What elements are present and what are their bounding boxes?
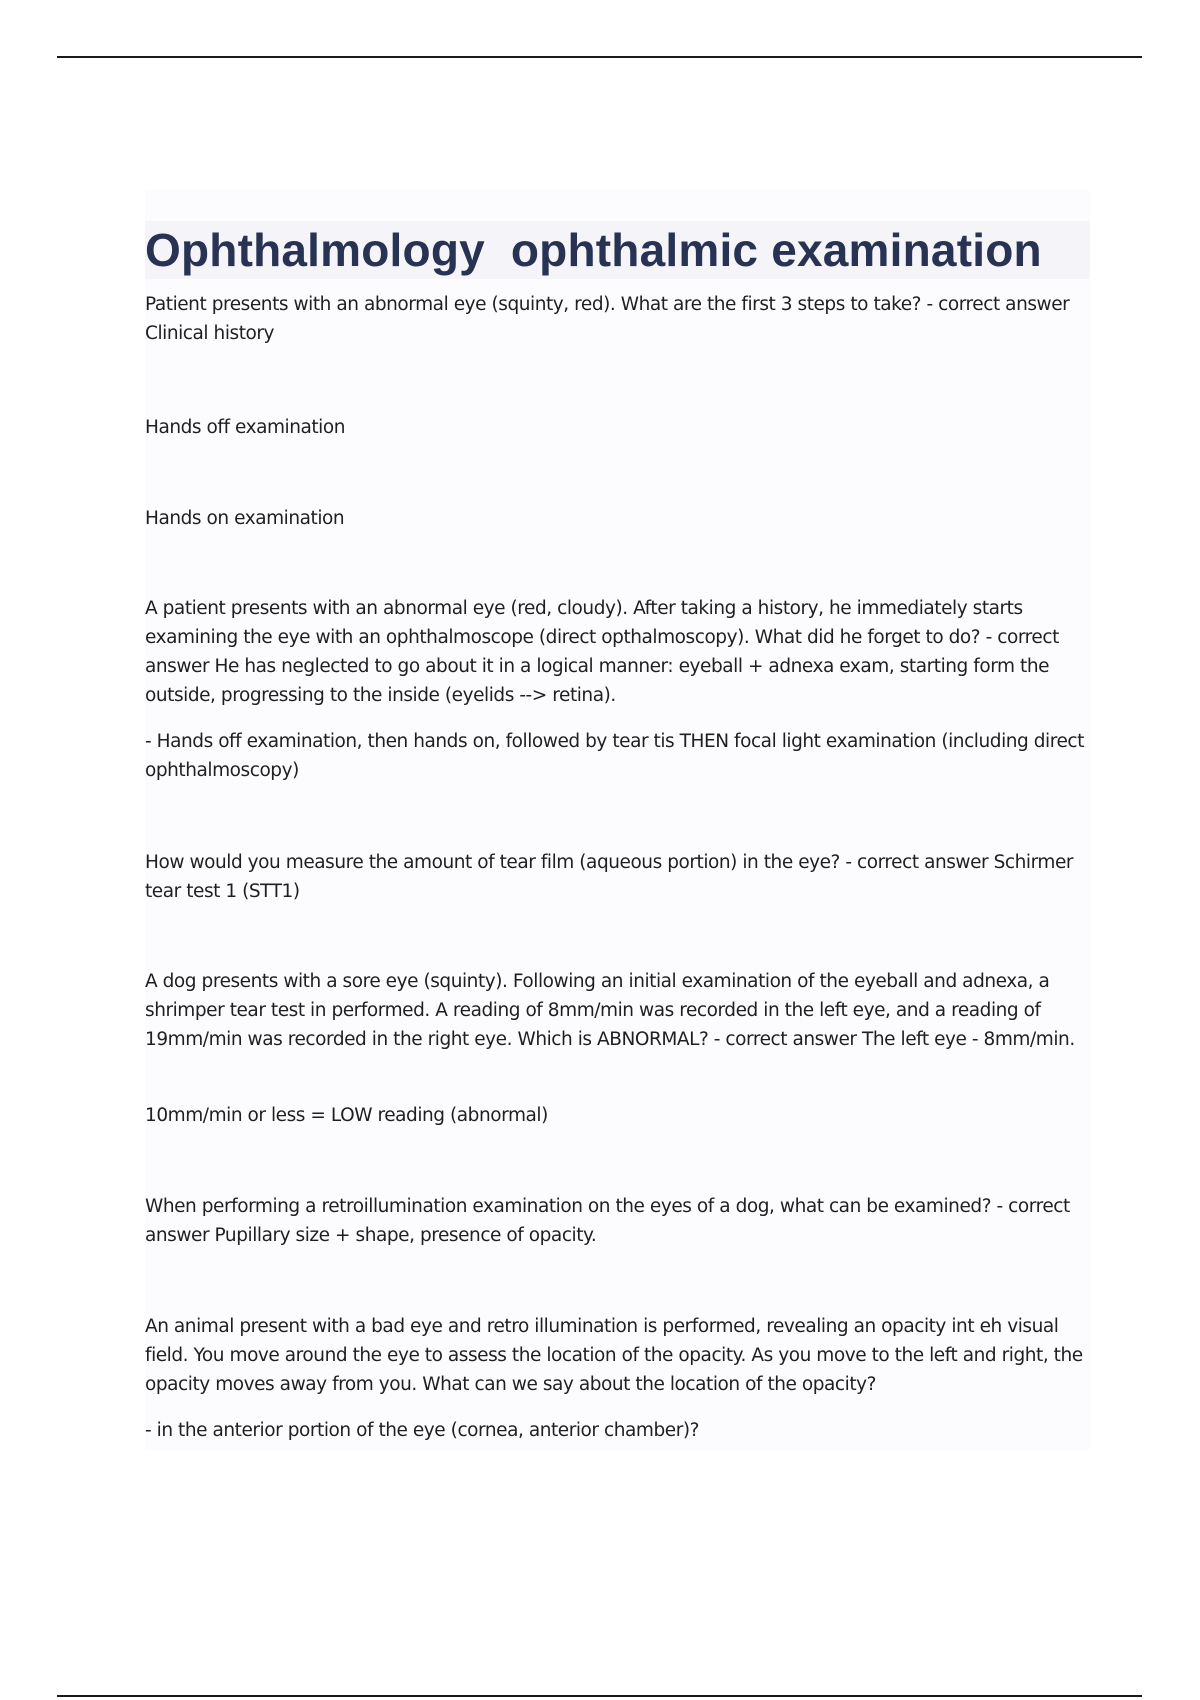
paragraph-q1: Patient presents with an abnormal eye (squinty, red). What are the first 3 steps to take? - correct answer Clinical history [145, 294, 1070, 344]
paragraph-hands-on: Hands on examination [145, 508, 345, 529]
paragraph-q4: A dog presents with a sore eye (squinty). Following an initial examination of the eyeball and adnexa, a shrimper tear test in performed. A reading of 8mm/min was recorded in the left eye, and a reading of 19mm/min was recorded in the right eye. Which is ABNORMAL? - correct answer The left eye - 8mm/min. [145, 971, 1075, 1050]
paragraph-q6-note: - in the anterior portion of the eye (cornea, anterior chamber)? [145, 1420, 699, 1441]
paragraph-q4-note: 10mm/min or less = LOW reading (abnormal) [145, 1105, 548, 1126]
paragraph-q2: A patient presents with an abnormal eye (red, cloudy). After taking a history, he immediately starts examining the eye with an ophthalmoscope (direct opthalmoscopy). What did he forget to do? - correct answer He has neglected to go about it in a logical manner: eyeball + adnexa exam, starting form the outside, progressing to the inside (eyelids --> retina). [145, 598, 1059, 706]
page-content-area [145, 190, 1090, 1450]
paragraph-q6: An animal present with a bad eye and retro illumination is performed, revealing an opacity int eh visual field. You move around the eye to assess the location of the opacity. As you move to the left and right, the opacity moves away from you. What can we say about the location of the opacity? [145, 1316, 1083, 1395]
paragraph-hands-off: Hands off examination [145, 417, 346, 438]
top-rule [57, 56, 1142, 58]
document-title: Ophthalmology ophthalmic examination [145, 221, 1090, 279]
bottom-rule [57, 1695, 1142, 1697]
paragraph-q3: How would you measure the amount of tear film (aqueous portion) in the eye? - correct answer Schirmer tear test 1 (STT1) [145, 852, 1074, 902]
paragraph-q5: When performing a retroillumination examination on the eyes of a dog, what can be examined? - correct answer Pupillary size + shape, presence of opacity. [145, 1196, 1070, 1246]
paragraph-q2-note: - Hands off examination, then hands on, followed by tear tis THEN focal light examination (including direct ophthalmoscopy) [145, 731, 1084, 781]
